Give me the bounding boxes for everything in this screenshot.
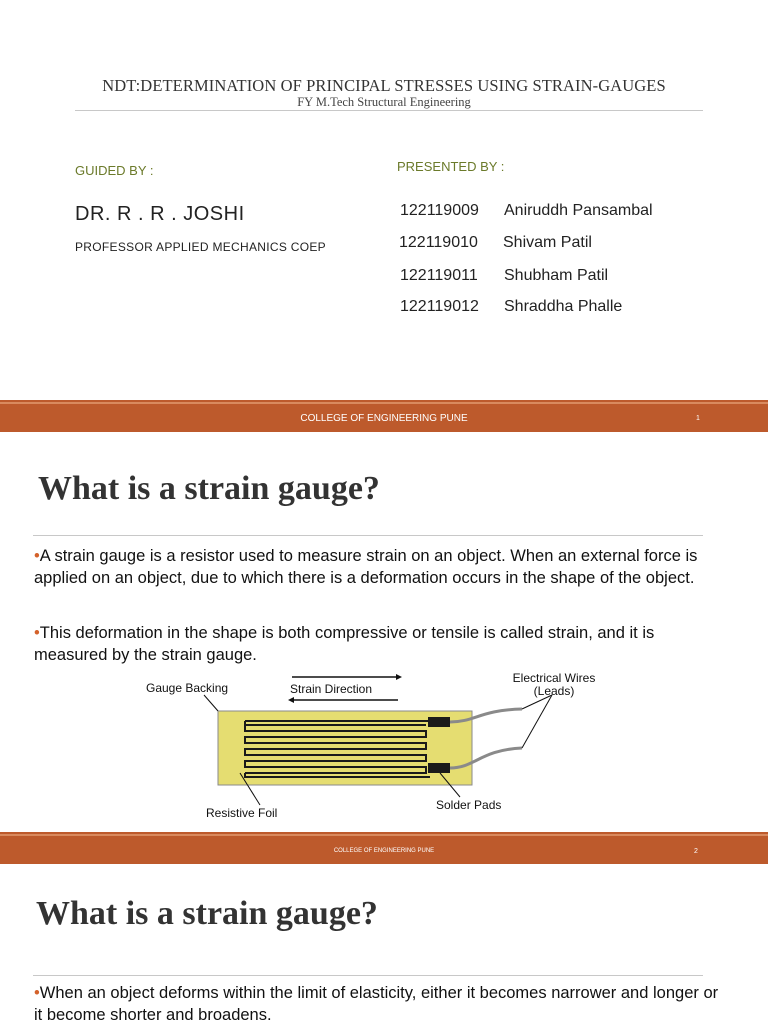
presenter-name: Shubham Patil xyxy=(504,267,609,284)
bullet-paragraph xyxy=(34,545,724,589)
slide-heading: What is a strain gauge? xyxy=(36,895,378,932)
heading-divider xyxy=(33,975,703,976)
bullet-paragraph xyxy=(34,982,724,1026)
presenter-name: Shraddha Phalle xyxy=(504,298,623,315)
presentation-title: NDT:DETERMINATION OF PRINCIPAL STRESSES USING STRAIN-GAUGES xyxy=(102,76,666,95)
strain-direction-label: Strain Direction xyxy=(290,682,373,696)
slide-footer xyxy=(0,832,768,864)
presenter-row xyxy=(400,298,622,316)
presenter-name: Aniruddh Pansambal xyxy=(504,202,653,219)
gauge-backing-label: Gauge Backing xyxy=(146,681,229,695)
bullet-marker: • xyxy=(34,984,40,1002)
presenter-row xyxy=(400,267,608,285)
strain-gauge-diagram xyxy=(130,665,640,825)
presented-by-label: PRESENTED BY : xyxy=(397,159,505,174)
slide-footer xyxy=(0,400,768,432)
presenter-roll: 122119011 xyxy=(400,267,478,284)
footer-page-number: 1 xyxy=(696,415,700,422)
presenter-roll: 122119010 xyxy=(399,234,478,251)
footer-page-number: 2 xyxy=(694,848,698,855)
presentation-subtitle: FY M.Tech Structural Engineering xyxy=(297,95,471,109)
paragraph-text: When an object deforms within the limit of elasticity, either it becomes narrower and longer or it become shorter and broadens. xyxy=(34,984,719,1024)
resistive-foil-label: Resistive Foil xyxy=(206,806,278,820)
footer-college-name: COLLEGE OF ENGINEERING PUNE xyxy=(333,848,435,854)
solder-pad-bottom xyxy=(428,763,450,773)
guide-name: DR. R . R . JOSHI xyxy=(75,203,245,225)
presenter-row xyxy=(399,234,592,252)
guide-role: PROFESSOR APPLIED MECHANICS COEP xyxy=(75,240,326,254)
slide-heading: What is a strain gauge? xyxy=(38,470,380,507)
leads-label: (Leads) xyxy=(533,684,575,698)
paragraph-text: This deformation in the shape is both compressive or tensile is called strain, and it is measured by the strain gauge. xyxy=(34,624,655,664)
solder-pads-label: Solder Pads xyxy=(436,798,502,812)
bullet-marker: • xyxy=(34,547,40,565)
electrical-wires-label: Electrical Wires xyxy=(512,671,596,685)
presenter-row xyxy=(400,202,653,220)
title-slide xyxy=(0,0,768,400)
bullet-marker: • xyxy=(34,624,40,642)
footer-college-name: COLLEGE OF ENGINEERING PUNE xyxy=(300,413,468,424)
presenter-name: Shivam Patil xyxy=(503,234,592,251)
presenter-roll: 122119009 xyxy=(400,202,479,219)
presenter-roll: 122119012 xyxy=(400,298,479,315)
bullet-paragraph xyxy=(34,622,724,666)
solder-pad-top xyxy=(428,717,450,727)
guided-by-label: GUIDED BY : xyxy=(75,163,154,178)
title-divider xyxy=(75,110,703,111)
heading-divider xyxy=(33,535,703,536)
paragraph-text: A strain gauge is a resistor used to measure strain on an object. When an external force is applied on an object, due to which there is a deformation occurs in the shape of the object. xyxy=(34,547,698,587)
